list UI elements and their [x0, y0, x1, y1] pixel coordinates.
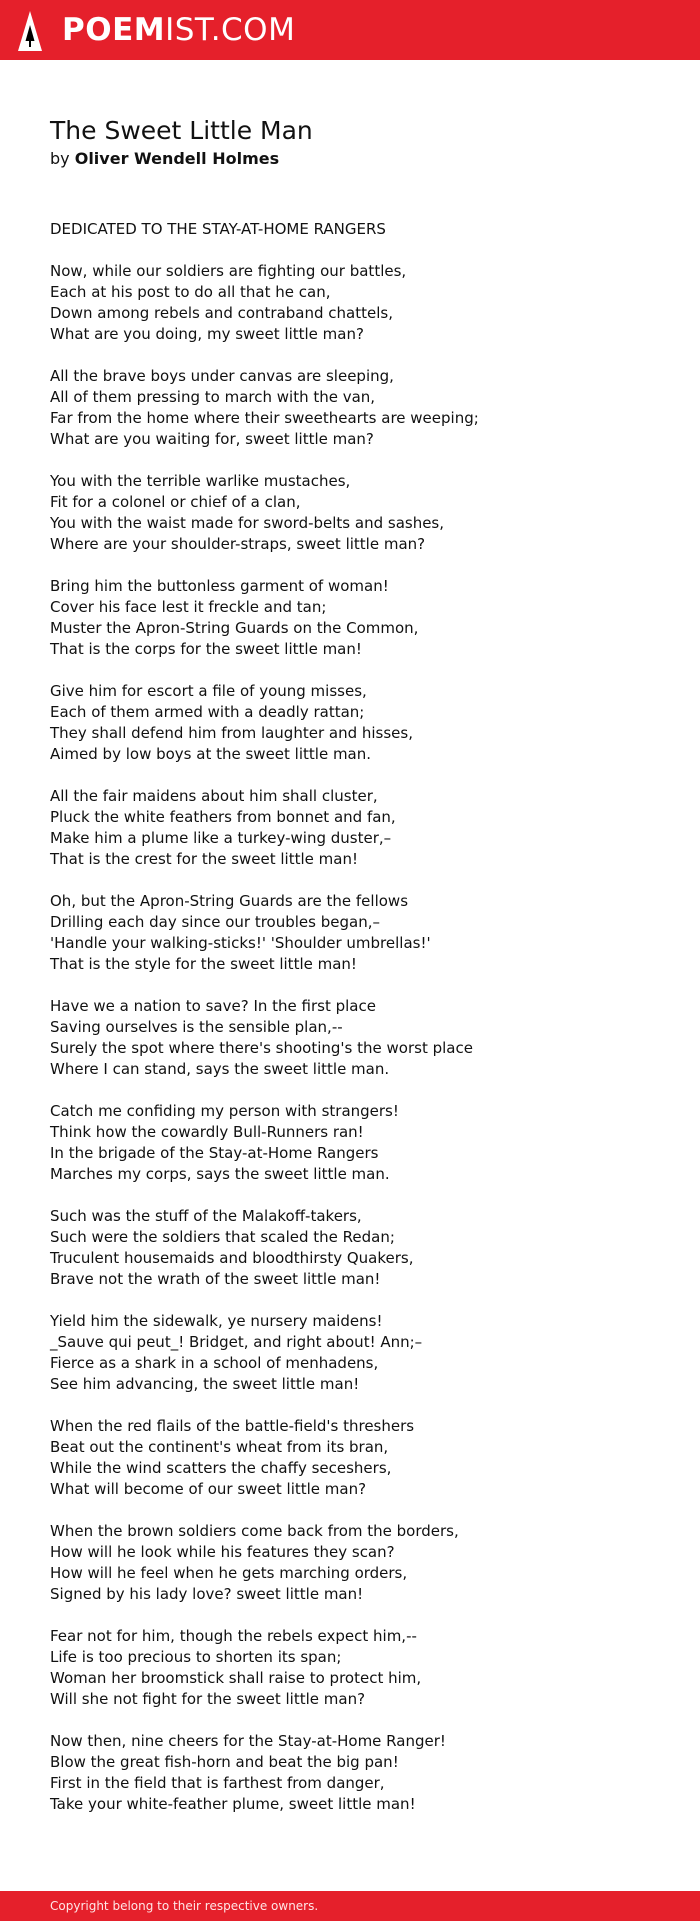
poem-line: Will she not fight for the sweet little man? — [50, 1690, 366, 1708]
poem-line: You with the waist made for sword-belts and sashes, — [50, 514, 445, 532]
poem-body — [50, 219, 670, 1836]
by-label: by — [50, 149, 70, 168]
poem-line: Think how the cowardly Bull-Runners ran! — [50, 1123, 364, 1141]
poem-line: 'Handle your walking-sticks!' 'Shoulder umbrellas!' — [50, 934, 431, 952]
poem-line: Marches my corps, says the sweet little man. — [50, 1165, 390, 1183]
stanza — [50, 996, 670, 1080]
copyright-text: Copyright belong to their respective owners. — [50, 1899, 319, 1913]
poem-line: That is the crest for the sweet little man! — [50, 850, 358, 868]
poem-line: They shall defend him from laughter and hisses, — [50, 724, 413, 742]
dedication-stanza — [50, 219, 670, 240]
poem-line: While the wind scatters the chaffy seceshers, — [50, 1459, 392, 1477]
stanza — [50, 1416, 670, 1500]
poem-line: Such was the stuff of the Malakoff-takers, — [50, 1207, 362, 1225]
poem-line: That is the style for the sweet little man! — [50, 955, 357, 973]
poem-line: Surely the spot where there's shooting's the worst place — [50, 1039, 473, 1057]
stanza — [50, 1626, 670, 1710]
poem-line: Pluck the white feathers from bonnet and fan, — [50, 808, 396, 826]
poem-line: Blow the great fish-horn and beat the big pan! — [50, 1753, 399, 1771]
poem-line: Beat out the continent's wheat from its bran, — [50, 1438, 389, 1456]
poem-line: Have we a nation to save? In the first place — [50, 997, 376, 1015]
poem-line: Cover his face lest it freckle and tan; — [50, 598, 327, 616]
poem-line: Far from the home where their sweethearts are weeping; — [50, 409, 479, 427]
stanza — [50, 681, 670, 765]
poem-line: How will he look while his features they scan? — [50, 1543, 395, 1561]
site-header — [0, 0, 700, 60]
stanza — [50, 1206, 670, 1290]
poem-line: Bring him the buttonless garment of woman! — [50, 577, 389, 595]
byline — [50, 148, 279, 170]
poem-line: What are you waiting for, sweet little man? — [50, 430, 374, 448]
poem-line: What are you doing, my sweet little man? — [50, 325, 364, 343]
poem-line: Brave not the wrath of the sweet little man! — [50, 1270, 381, 1288]
poem-line: See him advancing, the sweet little man! — [50, 1375, 360, 1393]
stanza — [50, 1311, 670, 1395]
logo-bold-text: POEM — [62, 12, 166, 48]
stanza — [50, 891, 670, 975]
poem-author: Oliver Wendell Holmes — [74, 149, 280, 168]
stanza — [50, 1101, 670, 1185]
site-logo[interactable] — [62, 10, 295, 50]
poem-line: What will become of our sweet little man? — [50, 1480, 367, 1498]
poem-line: In the brigade of the Stay-at-Home Rangers — [50, 1144, 379, 1162]
poem-line: When the red flails of the battle-field's threshers — [50, 1417, 415, 1435]
poem-line: Woman her broomstick shall raise to protect him, — [50, 1669, 422, 1687]
stanza-list — [50, 261, 670, 1815]
poem-line: Aimed by low boys at the sweet little man. — [50, 745, 372, 763]
stanza — [50, 471, 670, 555]
poem-line: Such were the soldiers that scaled the Redan; — [50, 1228, 395, 1246]
poem-line: Now, while our soldiers are fighting our battles, — [50, 262, 407, 280]
poem-line: Fit for a colonel or chief of a clan, — [50, 493, 301, 511]
poem-line: Make him a plume like a turkey-wing duster,– — [50, 829, 392, 847]
poem-line: You with the terrible warlike mustaches, — [50, 472, 351, 490]
poem-line: Truculent housemaids and bloodthirsty Quakers, — [50, 1249, 414, 1267]
poem-line: Where I can stand, says the sweet little man. — [50, 1060, 390, 1078]
poem-line: Fierce as a shark in a school of menhadens, — [50, 1354, 379, 1372]
poem-line: Down among rebels and contraband chattels, — [50, 304, 393, 322]
poem-line: Signed by his lady love? sweet little man! — [50, 1585, 364, 1603]
poem-line: Where are your shoulder-straps, sweet little man? — [50, 535, 426, 553]
poem-line: How will he feel when he gets marching orders, — [50, 1564, 408, 1582]
poem-line: Oh, but the Apron-String Guards are the fellows — [50, 892, 409, 910]
poem-title: The Sweet Little Man — [50, 116, 313, 145]
stanza — [50, 1731, 670, 1815]
poem-line: Each at his post to do all that he can, — [50, 283, 331, 301]
poem-line: Take your white-feather plume, sweet little man! — [50, 1795, 416, 1813]
poem-line: Drilling each day since our troubles began,– — [50, 913, 380, 931]
stanza — [50, 576, 670, 660]
stanza — [50, 261, 670, 345]
poem-line: All the brave boys under canvas are sleeping, — [50, 367, 394, 385]
stanza — [50, 786, 670, 870]
poem-line: Life is too precious to shorten its span; — [50, 1648, 342, 1666]
poem-line: Yield him the sidewalk, ye nursery maidens! — [50, 1312, 383, 1330]
poem-line: Each of them armed with a deadly rattan; — [50, 703, 365, 721]
poem-line: That is the corps for the sweet little man! — [50, 640, 362, 658]
stanza — [50, 366, 670, 450]
poem-line: _Sauve qui peut_! Bridget, and right about! Ann;– — [50, 1333, 423, 1351]
logo-light-text: IST.COM — [165, 12, 296, 48]
poem-line: Muster the Apron-String Guards on the Common, — [50, 619, 419, 637]
poem-line: Give him for escort a file of young misses, — [50, 682, 367, 700]
poem-line: Catch me confiding my person with strangers! — [50, 1102, 399, 1120]
poem-line: First in the field that is farthest from danger, — [50, 1774, 385, 1792]
poem-line: Fear not for him, though the rebels expect him,-- — [50, 1627, 417, 1645]
poem-line: Saving ourselves is the sensible plan,-- — [50, 1018, 343, 1036]
stanza — [50, 1521, 670, 1605]
poem-line: When the brown soldiers come back from the borders, — [50, 1522, 459, 1540]
poem-dedication: DEDICATED TO THE STAY-AT-HOME RANGERS — [50, 220, 386, 238]
poem-line: Now then, nine cheers for the Stay-at-Home Ranger! — [50, 1732, 446, 1750]
poem-line: All the fair maidens about him shall cluster, — [50, 787, 378, 805]
pen-nib-icon — [18, 11, 42, 51]
site-footer — [0, 1891, 700, 1921]
poem-line: All of them pressing to march with the van, — [50, 388, 376, 406]
